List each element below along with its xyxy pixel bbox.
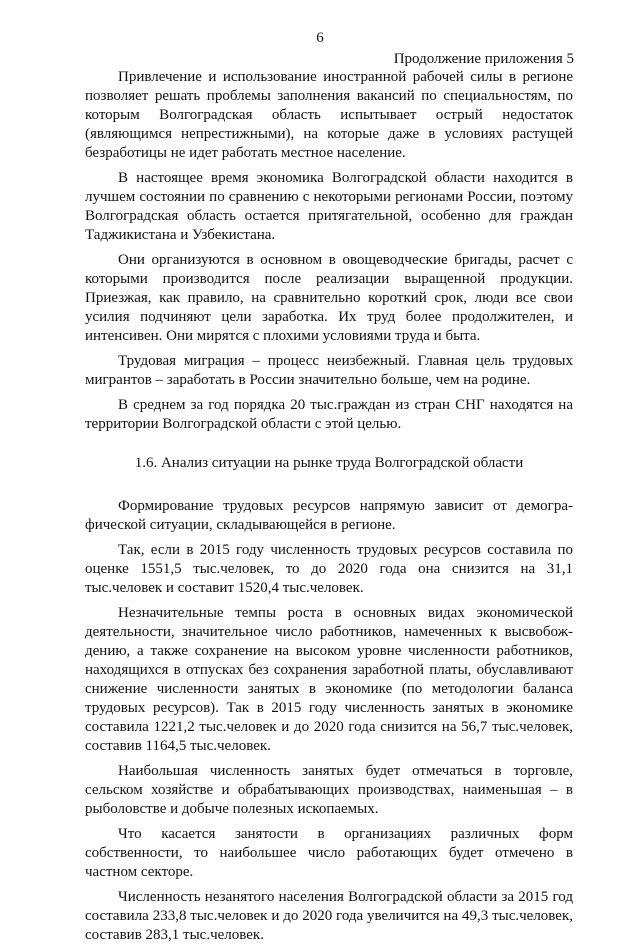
paragraph-labor-resources-forecast: Так, если в 2015 году численность трудовых ресурсов составила по оценке 1551,5 тыс.человек, то до 2020 года она снизится на 31,1 тыс.человек и составит 1520,4 тыс.человек. [85,542,573,596]
paragraph-employment-decline: Незначительные темпы роста в основных видах экономической деятельности, значительное число работников, намеченных к высвобождению, а также сохранение на высоком уровне численности работников, находящихся в отпусках без сохранения заработной платы, обуславливают снижение численности занятых в экономике (по методологии баланса трудовых ресурсов). Так в 2015 году численность занятых в экономике составила 1221,2 тыс.человек и до 2020 года снизится на 56,7 тыс.человек, составив 1164,5 тыс.человек. [85,605,573,754]
page-number: 6 [316,30,324,46]
paragraph-labor-migration: Трудовая миграция – процесс неизбежный. Главная цель трудовых мигрантов – заработать в России значительно больше, чем на родине. [85,353,573,388]
paragraph-unemployed-population: Численность незанятого населения Волгоградской области за 2015 год составила 233,8 тыс.человек и до 2020 года увеличится на 49,3 тыс.человек, составив 283,1 тыс.человек. [85,889,573,943]
paragraph-foreign-labor: Привлечение и использование иностранной рабочей силы в регионе позволяет решать проблемы заполнения вакансий по специальностям, по которым Волгоградская область испытывает острый недостаток (являющимся непрестижными), на которые даже в условиях растущей безработицы не идет работать местное население. [85,69,573,161]
paragraph-economy-state: В настоящее время экономика Волгоградской области находится в лучшем состоянии по сравнению с некоторыми регионами России, поэтому Волгоградская область остается притягательной, особенно для граждан Таджикистана и Узбекистана. [85,170,573,243]
paragraph-labor-resources: Формирование трудовых ресурсов напрямую зависит от демографической ситуации, складывающейся в регионе. [85,498,573,533]
paragraph-sector-employment: Наибольшая численность занятых будет отмечаться в торговле, сельском хозяйстве и обрабатывающих производствах, наименьшая – в рыболовстве и добыче полезных ископаемых. [85,763,573,817]
paragraph-cis-citizens: В среднем за год порядка 20 тыс.граждан из стран СНГ находятся на территории Волгоградской области с этой целью. [85,397,573,432]
paragraph-brigades: Они организуются в основном в овощеводческие бригады, расчет с которыми производится после реализации выращенной продукции. Приезжая, как правило, на сравнительно короткий срок, люди все свои усилия подчиняют цели заработка. Их труд более продолжителен, и интенсивен. Они мирятся с плохими условиями труда и быта. [85,252,573,344]
document-body [85,68,573,951]
paragraph-ownership-forms: Что касается занятости в организациях различных форм собственности, то наибольшее число работающих будет отмечено в частном секторе. [85,826,573,880]
appendix-note: Продолжение приложения 5 [393,51,574,67]
section-heading: 1.6. Анализ ситуации на рынке труда Волгоградской области [134,455,524,471]
